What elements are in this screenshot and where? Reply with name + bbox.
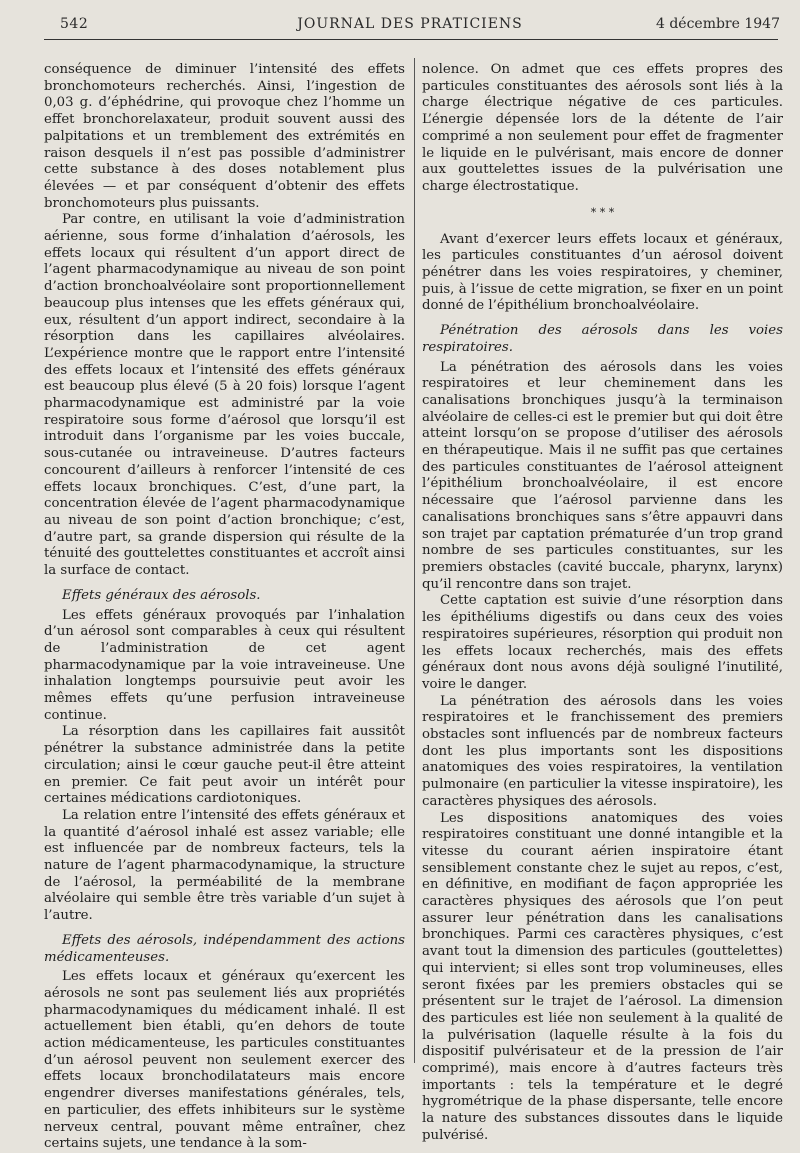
left-column [44, 62, 405, 1152]
left-paragraph-2: Par contre, en utilisant la voie d’administration aérienne, sous forme d’inhalation d’aérosols, les effets locaux qui résultent d’un apport direct de l’agent pharmacodynamique au niveau de son point d’action bronchoalvéolaire sont proportionnellement beaucoup plus intenses que les effets généraux qui, eux, résultent d’un apport indirect, secondaire à la résorption dans les capillaires alvéolaires. L’expérience montre que le rapport entre l’intensité des effets locaux et l’intensité des effets généraux est beaucoup plus élevé (5 à 20 fois) lorsque l’agent pharmacodynamique est administré par la voie respiratoire sous forme d’aérosol que lorsqu’il est introduit dans l’organisme par les voies buccale, sous-cutanée ou intraveineuse. D’autres facteurs concourent d’ailleurs à renforcer l’intensité de ces effets locaux bronchiques. C’est, d’une part, la concentration élevée de l’agent pharmacodynamique au niveau de son point d’action bronchique; c’est, d’autre part, sa grande dispersion qui résulte de la ténuité des gouttelettes constituantes et accroît ainsi la surface de contact. [44, 212, 405, 579]
section-heading-general-effects: Effets généraux des aérosols. [62, 587, 261, 603]
right-paragraph-6: Les dispositions anatomiques des voies respiratoires constituant une donné intangible et la vitesse du courant aérien inspiratoire étant sensiblement constante chez le sujet au repos, c’est, en définitive, en modifiant de façon appropriée les caractères physiques des aérosols que l’on peut assurer leur pénétration dans les canalisations bronchiques. Parmi ces caractères physiques, c’est avant tout la dimension des particules (gouttelettes) qui intervient; si elles sont trop volumineuses, elles seront fixées par les premiers obstacles qui se présentent sur le trajet de l’aérosol. La dimension des particules est liée non seulement à la qualité de la pulvérisation (laquelle résulte à la fois du dispositif pulvérisateur et de la pression de l’air comprimé), mais encore à d’autres facteurs très importants : tels la température et le degré hygrométrique de la phase dispersante, telle encore la nature des substances dissoutes dans le liquide pulvérisé. [422, 810, 783, 1143]
left-paragraph-6: Les effets locaux et généraux qu’exercent les aérosols ne sont pas seulement liés aux propriétés pharmacodynamiques du médicament inhalé. Il est actuellement bien établi, qu’en dehors de toute action médicamenteuse, les particules constituantes d’un aérosol peuvent non seulement exercer des effets locaux bronchodilatateurs mais encore engendrer diverses manifestations générales, tels, en particulier, des effets inhibiteurs sur le système nerveux central, pouvant même entraîner, chez certains sujets, une tendance à la som- [44, 969, 405, 1152]
journal-title: JOURNAL DES PRATICIENS [297, 16, 523, 32]
right-paragraph-5: La pénétration des aérosols dans les voies respiratoires et le franchissement des premiers obstacles sont influencés par de nombreux facteurs dont les plus importants sont les dispositions anatomiques des voies respiratoires, la ventilation pulmonaire (en particulier la vitesse inspiratoire), les caractères physiques des aérosols. [422, 693, 783, 809]
header-rule [44, 39, 778, 40]
left-paragraph-4: La résorption dans les capillaires fait aussitôt pénétrer la substance administrée dans la petite circulation; ainsi le cœur gauche peut-il être atteint en premier. Ce fait peut avoir un intérêt pour certaines médications cardiotoniques. [44, 724, 405, 807]
issue-date: 4 décembre 1947 [655, 16, 780, 32]
page-header [40, 14, 780, 42]
right-paragraph-2: Avant d’exercer leurs effets locaux et généraux, les particules constituantes d’un aérosol doivent pénétrer dans les voies respiratoires, y cheminer, puis, à l’issue de cette migration, se fixer en un point donné de l’épithélium bronchoalvéolaire. [422, 231, 783, 314]
right-paragraph-1: nolence. On admet que ces effets propres des particules constituantes des aérosols sont liés à la charge électrique négative de ces particules. L’énergie dépensée lors de la détente de l’air comprimé a non seulement pour effet de fragmenter le liquide en le pulvérisant, mais encore de donner aux gouttelettes issues de la pulvérisation une charge électrostatique. [422, 62, 783, 194]
section-heading-penetration: Pénétration des aérosols dans les voies respiratoires. [422, 323, 783, 355]
right-column [422, 62, 783, 1143]
page-number: 542 [60, 16, 89, 32]
left-paragraph-5: La relation entre l’intensité des effets généraux et la quantité d’aérosol inhalé est assez variable; elle est influencée par de nombreux facteurs, tels la nature de l’agent pharmacodynamique, la structure de l’aérosol, la perméabilité de la membrane alvéolaire qui semble être très variable d’un sujet à l’autre. [44, 807, 405, 924]
section-separator-stars: * * * [590, 205, 615, 219]
right-paragraph-4: Cette captation est suivie d’une résorption dans les épithéliums digestifs ou dans ceux des voies respiratoires supérieures, résorption qui produit non les effets locaux recherchés, mais des effets généraux dont nous avons déjà souligné l’inutilité, voire le danger. [422, 593, 783, 692]
column-divider [414, 58, 415, 1063]
left-paragraph-3: Les effets généraux provoqués par l’inhalation d’un aérosol sont comparables à ceux qui résultent de l’administration de cet agent pharmacodynamique par la voie intraveineuse. Une inhalation longtemps poursuivie peut avoir les mêmes effets qu’une perfusion intraveineuse continue. [44, 607, 405, 723]
right-paragraph-3: La pénétration des aérosols dans les voies respiratoires et leur cheminement dans les canalisations bronchiques jusqu’à la terminaison alvéolaire de celles-ci est le premier but qui doit être atteint lorsqu’on se propose d’utiliser des aérosols en thérapeutique. Mais il ne suffit pas que certaines des particules constituantes de l’aérosol atteignent l’épithélium bronchoalvéolaire, il est encore nécessaire que l’aérosol parvienne dans les canalisations bronchiques sans s’être appauvri dans son trajet par captation prématurée d’un trop grand nombre de ses particules constituantes, sur les premiers obstacles (cavité buccale, pharynx, larynx) qu’il rencontre dans son trajet. [422, 359, 783, 592]
left-paragraph-1: conséquence de diminuer l’intensité des effets bronchomoteurs recherchés. Ainsi, l’ingestion de 0,03 g. d’éphédrine, qui provoque chez l’homme un effet bronchorelaxateur, produit souvent aussi des palpitations et un tremblement des extrémités en raison desquels il n’est pas possible d’administrer cette substance à des doses notablement plus élevées — et par conséquent d’obtenir des effets bronchomoteurs plus puissants. [44, 62, 405, 211]
section-heading-aerosol-effects: Effets des aérosols, indépendamment des actions médicamenteuses. [44, 932, 405, 965]
